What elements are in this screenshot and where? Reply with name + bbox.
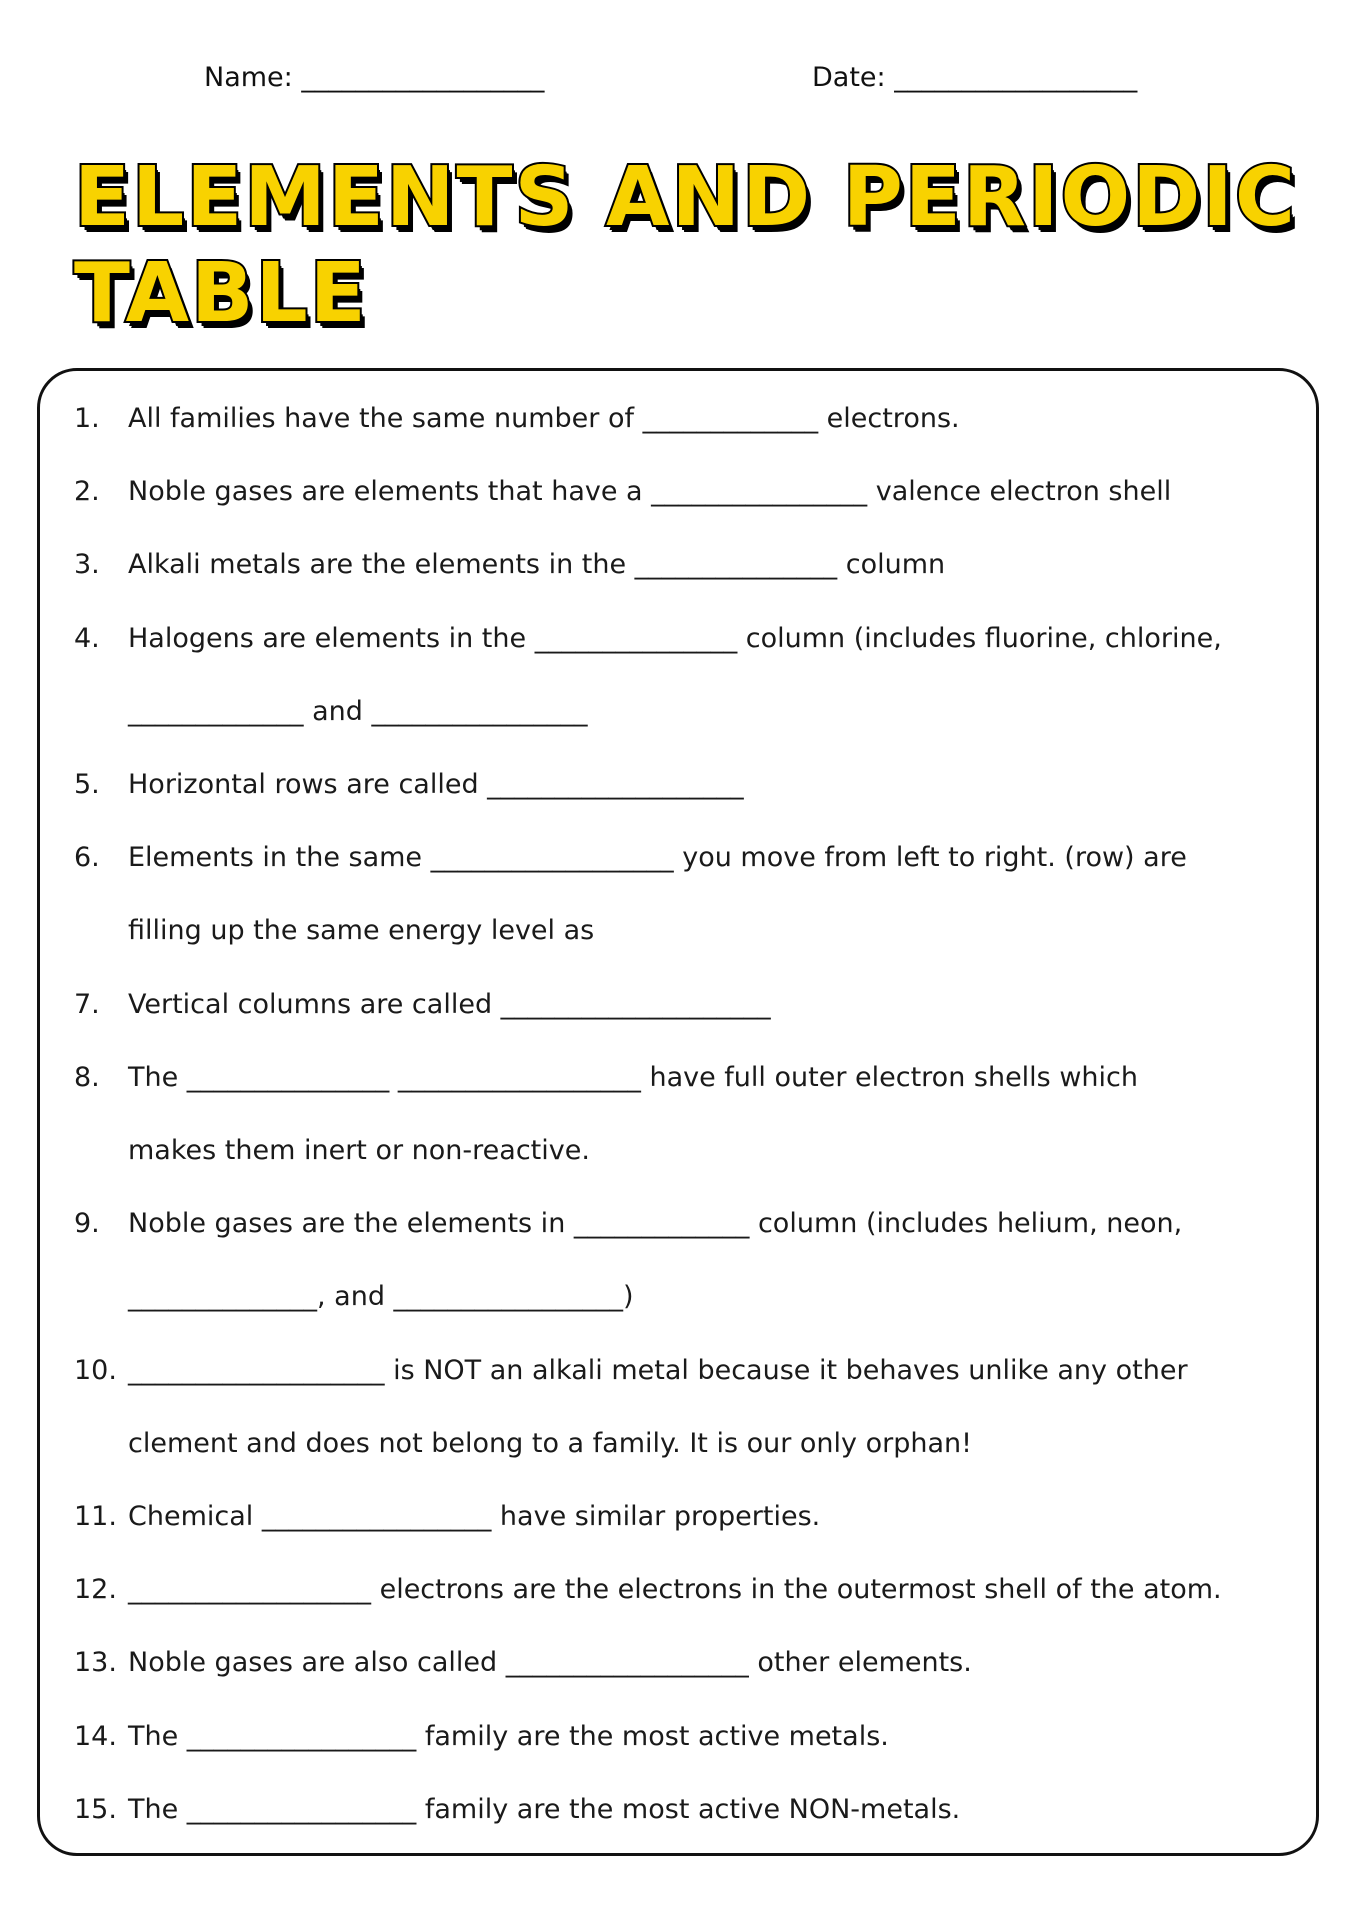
question-text[interactable]: All families have the same number of _____________ electrons. xyxy=(128,403,960,434)
question-6-continued xyxy=(74,894,1294,967)
question-text[interactable]: _____________ and ________________ xyxy=(128,695,588,727)
name-field[interactable] xyxy=(204,62,544,93)
title-line-2: TABLE xyxy=(74,246,368,341)
question-14 xyxy=(74,1700,1294,1773)
question-number: 7. xyxy=(74,988,100,1020)
question-number: 8. xyxy=(74,1061,100,1093)
question-8-continued xyxy=(74,1114,1294,1187)
question-text[interactable]: __________________ electrons are the electrons in the outermost shell of the atom. xyxy=(128,1574,1222,1606)
question-number xyxy=(74,1114,128,1187)
question-text[interactable]: Elements in the same __________________ you move from left to right. (row) are xyxy=(128,842,1187,874)
question-1 xyxy=(74,382,1294,455)
question-number: 2. xyxy=(74,476,100,508)
question-text[interactable]: ___________________ is NOT an alkali metal because it behaves unlike any other xyxy=(128,1354,1188,1386)
question-text[interactable]: Noble gases are elements that have a ________________ valence electron shell xyxy=(128,476,1172,508)
question-text[interactable]: The _________________ family are the most active metals. xyxy=(128,1720,889,1752)
question-number: 4. xyxy=(74,622,100,654)
question-text[interactable]: The _________________ family are the most active NON-metals. xyxy=(128,1793,961,1825)
date-field[interactable] xyxy=(812,62,1137,93)
question-10 xyxy=(74,1334,1294,1407)
name-label: Name: __________________ xyxy=(204,62,545,93)
question-text[interactable]: Noble gases are also called __________________ other elements. xyxy=(128,1647,972,1679)
question-number: 13. xyxy=(74,1647,117,1679)
question-12 xyxy=(74,1553,1294,1626)
question-2 xyxy=(74,455,1294,528)
page-title xyxy=(74,150,1314,342)
question-number: 1. xyxy=(74,403,100,434)
question-4-continued xyxy=(74,675,1294,748)
question-10-continued xyxy=(74,1407,1294,1480)
question-text[interactable]: Chemical _________________ have similar properties. xyxy=(128,1501,821,1533)
question-text[interactable]: ______________, and _________________) xyxy=(128,1281,634,1313)
question-number: 10. xyxy=(74,1354,117,1386)
question-number: 6. xyxy=(74,842,100,874)
question-text[interactable]: Noble gases are the elements in _____________ column (includes helium, neon, xyxy=(128,1208,1183,1240)
question-number xyxy=(74,1407,128,1480)
question-text[interactable]: The _______________ __________________ have full outer electron shells which xyxy=(128,1061,1138,1093)
question-text[interactable]: Alkali metals are the elements in the _______________ column xyxy=(128,549,946,581)
title-line-1: ELEMENTS AND PERIODIC xyxy=(74,150,1297,245)
header-row xyxy=(0,62,1358,106)
question-text[interactable]: filling up the same energy level as xyxy=(128,915,595,947)
question-text[interactable]: clement and does not belong to a family. It is our only orphan! xyxy=(128,1427,972,1459)
question-number: 5. xyxy=(74,769,100,801)
question-number: 12. xyxy=(74,1574,117,1606)
question-4 xyxy=(74,602,1294,675)
question-number: 11. xyxy=(74,1501,117,1533)
date-label: Date: __________________ xyxy=(812,62,1138,93)
question-number: 3. xyxy=(74,549,100,581)
question-7 xyxy=(74,968,1294,1041)
question-3 xyxy=(74,528,1294,601)
question-9 xyxy=(74,1187,1294,1260)
question-number xyxy=(74,675,128,748)
question-number xyxy=(74,894,128,967)
question-text[interactable]: Horizontal rows are called ___________________ xyxy=(128,769,744,801)
question-11 xyxy=(74,1480,1294,1553)
question-5 xyxy=(74,748,1294,821)
question-text[interactable]: Vertical columns are called ____________________ xyxy=(128,988,771,1020)
question-text[interactable]: Halogens are elements in the _______________ column (includes fluorine, chlorine, xyxy=(128,622,1222,654)
question-list xyxy=(74,382,1294,1846)
question-8 xyxy=(74,1041,1294,1114)
question-text[interactable]: makes them inert or non-reactive. xyxy=(128,1135,590,1167)
question-13 xyxy=(74,1626,1294,1699)
question-number: 14. xyxy=(74,1720,117,1752)
question-6 xyxy=(74,821,1294,894)
question-number: 15. xyxy=(74,1793,117,1825)
question-9-continued xyxy=(74,1260,1294,1333)
question-15 xyxy=(74,1773,1294,1846)
question-number xyxy=(74,1260,128,1333)
question-number: 9. xyxy=(74,1208,100,1240)
